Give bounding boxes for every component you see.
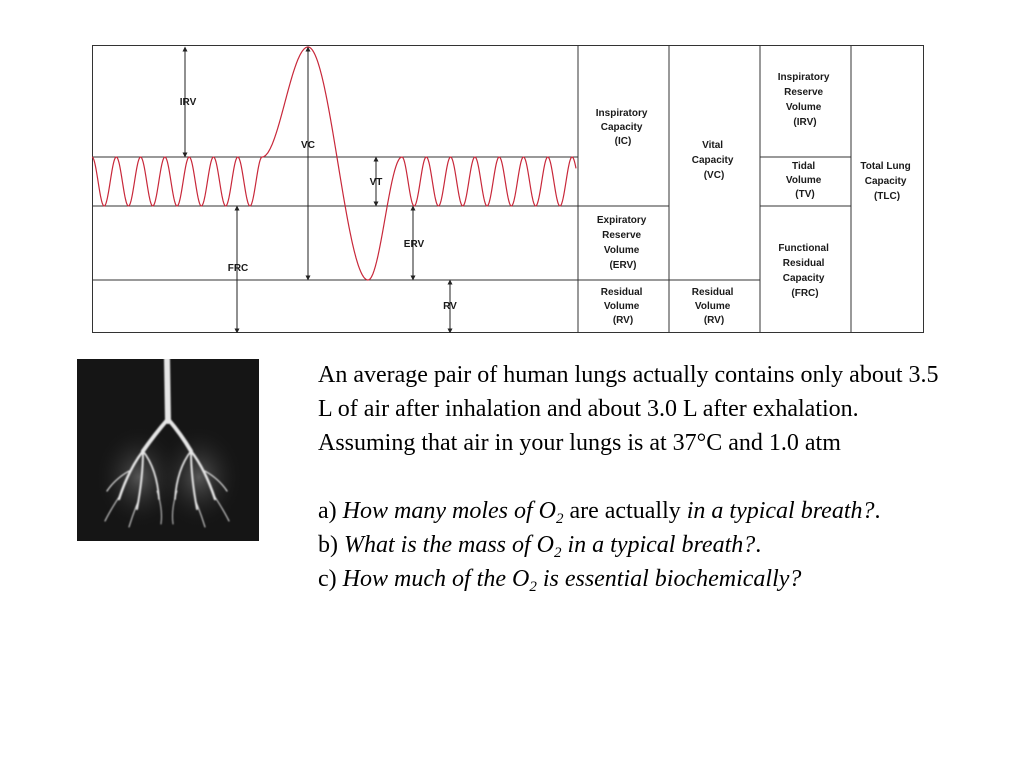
cell-functional-residual-capacity: Functional Residual Capacity (FRC) bbox=[778, 243, 829, 299]
cell-tidal-volume: Tidal Volume (TV) bbox=[785, 161, 822, 200]
question-c-prefix: c) bbox=[318, 566, 343, 592]
question-b bbox=[318, 528, 958, 562]
lung-bronchi-graphic bbox=[77, 359, 259, 541]
cell-expiratory-reserve-volume: Expiratory Reserve Volume (ERV) bbox=[596, 215, 647, 271]
rv-label: RV bbox=[443, 301, 457, 312]
question-a-italic-1: How many moles of O bbox=[342, 498, 556, 524]
problem-text bbox=[318, 358, 958, 596]
question-c-subscript: 2 bbox=[529, 579, 537, 595]
question-b-italic-2: in a typical breath? bbox=[561, 532, 756, 558]
question-a-subscript: 2 bbox=[555, 511, 564, 527]
vt-label: VT bbox=[369, 177, 383, 188]
lung-volumes-diagram bbox=[92, 45, 924, 333]
question-a-prefix: a) bbox=[318, 498, 343, 524]
breathing-volume-curve bbox=[92, 47, 576, 280]
cell-total-lung-capacity: Total Lung Capacity (TLC) bbox=[860, 161, 911, 202]
question-a-italic-2: in a typical breath? bbox=[686, 498, 875, 524]
cell-inspiratory-reserve-volume: Inspiratory Reserve Volume (IRV) bbox=[777, 72, 830, 128]
question-c bbox=[318, 562, 958, 596]
frc-label: FRC bbox=[227, 263, 249, 274]
lung-volumes-svg bbox=[92, 45, 924, 333]
question-b-subscript: 2 bbox=[554, 545, 562, 561]
question-a bbox=[318, 494, 958, 528]
erv-label: ERV bbox=[403, 239, 425, 250]
question-b-prefix: b) bbox=[318, 532, 344, 558]
cell-vital-capacity: Vital Capacity (VC) bbox=[691, 140, 734, 181]
question-a-normal: are actually bbox=[563, 498, 687, 524]
irv-label: IRV bbox=[179, 97, 197, 108]
question-b-suffix: . bbox=[755, 532, 762, 558]
lung-bronchial-tree-image bbox=[77, 359, 259, 541]
cell-residual-volume-1: Residual Volume (RV) bbox=[600, 287, 643, 326]
cell-inspiratory-capacity: Inspiratory Capacity (IC) bbox=[595, 108, 648, 147]
vc-label: VC bbox=[301, 140, 315, 151]
question-a-suffix: . bbox=[874, 498, 881, 524]
question-b-italic-1: What is the mass of O bbox=[344, 532, 554, 558]
question-c-italic-2: is essential biochemically? bbox=[536, 566, 802, 592]
problem-intro: An average pair of human lungs actually contains only about 3.5 L of air after inhalation and about 3.0 L after exhalation. Assuming that air in your lungs is at 37°C and 1.0 atm bbox=[318, 362, 939, 456]
question-c-italic-1: How much of the O bbox=[342, 566, 530, 592]
cell-residual-volume-2: Residual Volume (RV) bbox=[691, 287, 734, 326]
